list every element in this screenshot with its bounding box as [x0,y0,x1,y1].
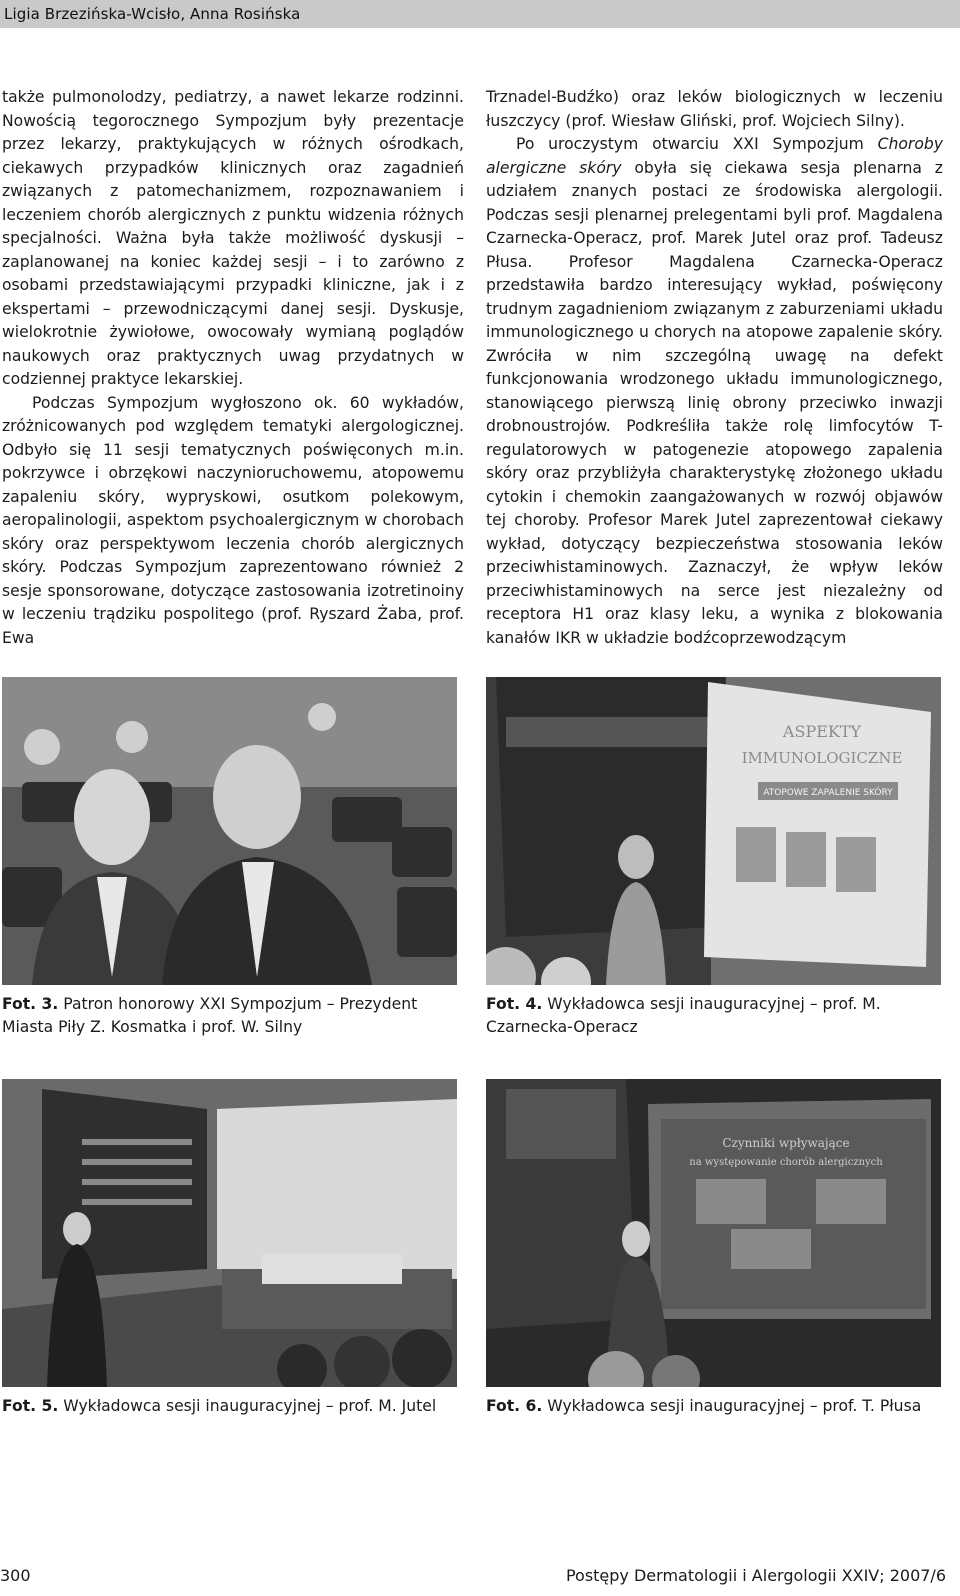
caption-text: Patron honorowy XXI Sympozjum – Prezydent Miasta Piły Z. Kosmatka i prof. W. Silny [2,995,418,1036]
photo-fot-3 [2,677,457,985]
caption-fot-5 [2,1395,462,1418]
photo-fot-6 [486,1079,941,1387]
caption-text: Wykładowca sesji inauguracyjnej – prof. M. Czarnecka-Operacz [486,995,881,1036]
caption-label: Fot. 6. [486,1397,543,1415]
header-authors: Ligia Brzezińska-Wcisło, Anna Rosińska [4,5,301,23]
slide-title-line-1: ASPEKTY [782,722,862,741]
caption-fot-6 [486,1395,943,1418]
running-header [0,0,960,28]
right-p2-rest: obyła się ciekawa sesja plenarna z udziałem znanych postaci ze środowiska alergologii. Podczas sesji plenarnej prelegentami byli prof. Magdalena Czarnecka-Operacz, prof. Marek Jutel oraz prof. Tadeusz Płusa. Profesor Magdalena Czarnecka-Operacz przedstawiła bardzo interesujący wykład, poświęcony trudnym zagadnieniom związanym z zaburzeniami układu immunologicznego u chorych na atopowe zapalenie skóry. Zwróciła w nim szczególną uwagę na defekt funkcjonowania wrodzonego układu immunologicznego, stanowiącego pierwszą linię obrony przeciwko inwazji drobnoustrojów. Podkreśliła także rolę limfocytów T-regulatorowych w patogenezie atopowego zapalenia skóry oraz przybliżyła charakterystykę złożonego układu cytokin i chemokin zaangażowanych w rozwój objawów tej choroby. Profesor Marek Jutel zaprezentował ciekawy wykład, dotyczący bezpieczeństwa stosowania leków przeciwhistaminowych. Zaznaczył, że wpływ leków przeciwhistaminowych na serce jest niezależny od receptora H1 oraz klasy leku, a wynika z blokowania kanałów IKR w układzie bodźcoprzewodzącym [486,158,943,647]
page-number: 300 [0,1566,31,1585]
right-text-column [486,86,943,650]
right-paragraph-1: Trznadel-Budźko) oraz leków biologicznych w leczeniu łuszczycy (prof. Wiesław Gliński, prof. Wojciech Silny). [486,88,943,130]
caption-label: Fot. 4. [486,995,543,1013]
photo-fot-4 [486,677,941,985]
slide-title-line-2: na występowanie chorób alergicznych [689,1157,883,1168]
photo-fot-5 [2,1079,457,1387]
right-p2-start: Po uroczystym otwarciu XXI Sympozjum [516,135,878,153]
slide-title-line-1: Czynniki wpływające [722,1136,850,1150]
symposium-name: Choroby alergiczne skóry [486,135,943,177]
caption-label: Fot. 3. [2,995,59,1013]
left-paragraph-1: także pulmonolodzy, pediatrzy, a nawet lekarze rodzinni. Nowością tegorocznego Sympozjum były prezentacje przez lekarzy, praktykujących w różnych ośrodkach, ciekawych przypadków klinicznych oraz zagadnień związanych z patomechanizmem, rozpoznawaniem i leczeniem chorób alergicznych z punktu widzenia różnych specjalności. Ważna była także możliwość dyskusji – zaplanowanej na koniec każdej sesji – i to zarówno z osobami przedstawiającymi przypadki kliniczne, jak i z ekspertami – przewodniczącymi danej sesji. Dyskusje, wielokrotnie żywiołowe, owocowały wymianą poglądów naukowych oraz praktycznych uwag przydatnych w codziennej praktyce lekarskiej. [2,88,464,388]
slide-title-line-2: IMMUNOLOGICZNE [741,749,903,767]
caption-fot-4 [486,993,943,1039]
caption-fot-3 [2,993,462,1039]
slide-subtitle: ATOPOWE ZAPALENIE SKÓRY [763,788,893,798]
caption-label: Fot. 5. [2,1397,59,1415]
left-text-column [2,86,464,650]
caption-text: Wykładowca sesji inauguracyjnej – prof. M. Jutel [63,1397,437,1415]
caption-text: Wykładowca sesji inauguracyjnej – prof. T. Płusa [547,1397,922,1415]
left-paragraph-2: Podczas Sympozjum wygłoszono ok. 60 wykładów, zróżnicowanych pod względem tematyki alergologicznej. Odbyło się 11 sesji tematycznych poświęconych m.in. pokrzywce i obrzękowi naczynioruchowemu, atopowemu zapaleniu skóry, wypryskowi, osutkom polekowym, aeropalinologii, aspektom psychoalergicznym w chorobach skóry oraz perspektywom leczenia chorób alergicznych skóry. Podczas Sympozjum zaprezentowano również 2 sesje sponsorowane, dotyczące zastosowania izotretinoiny w leczeniu trądziku pospolitego (prof. Ryszard Żaba, prof. Ewa [2,393,464,647]
journal-name: Postępy Dermatologii i Alergologii XXIV; 2007/6 [565,1566,946,1585]
right-paragraph-2 [486,133,943,650]
